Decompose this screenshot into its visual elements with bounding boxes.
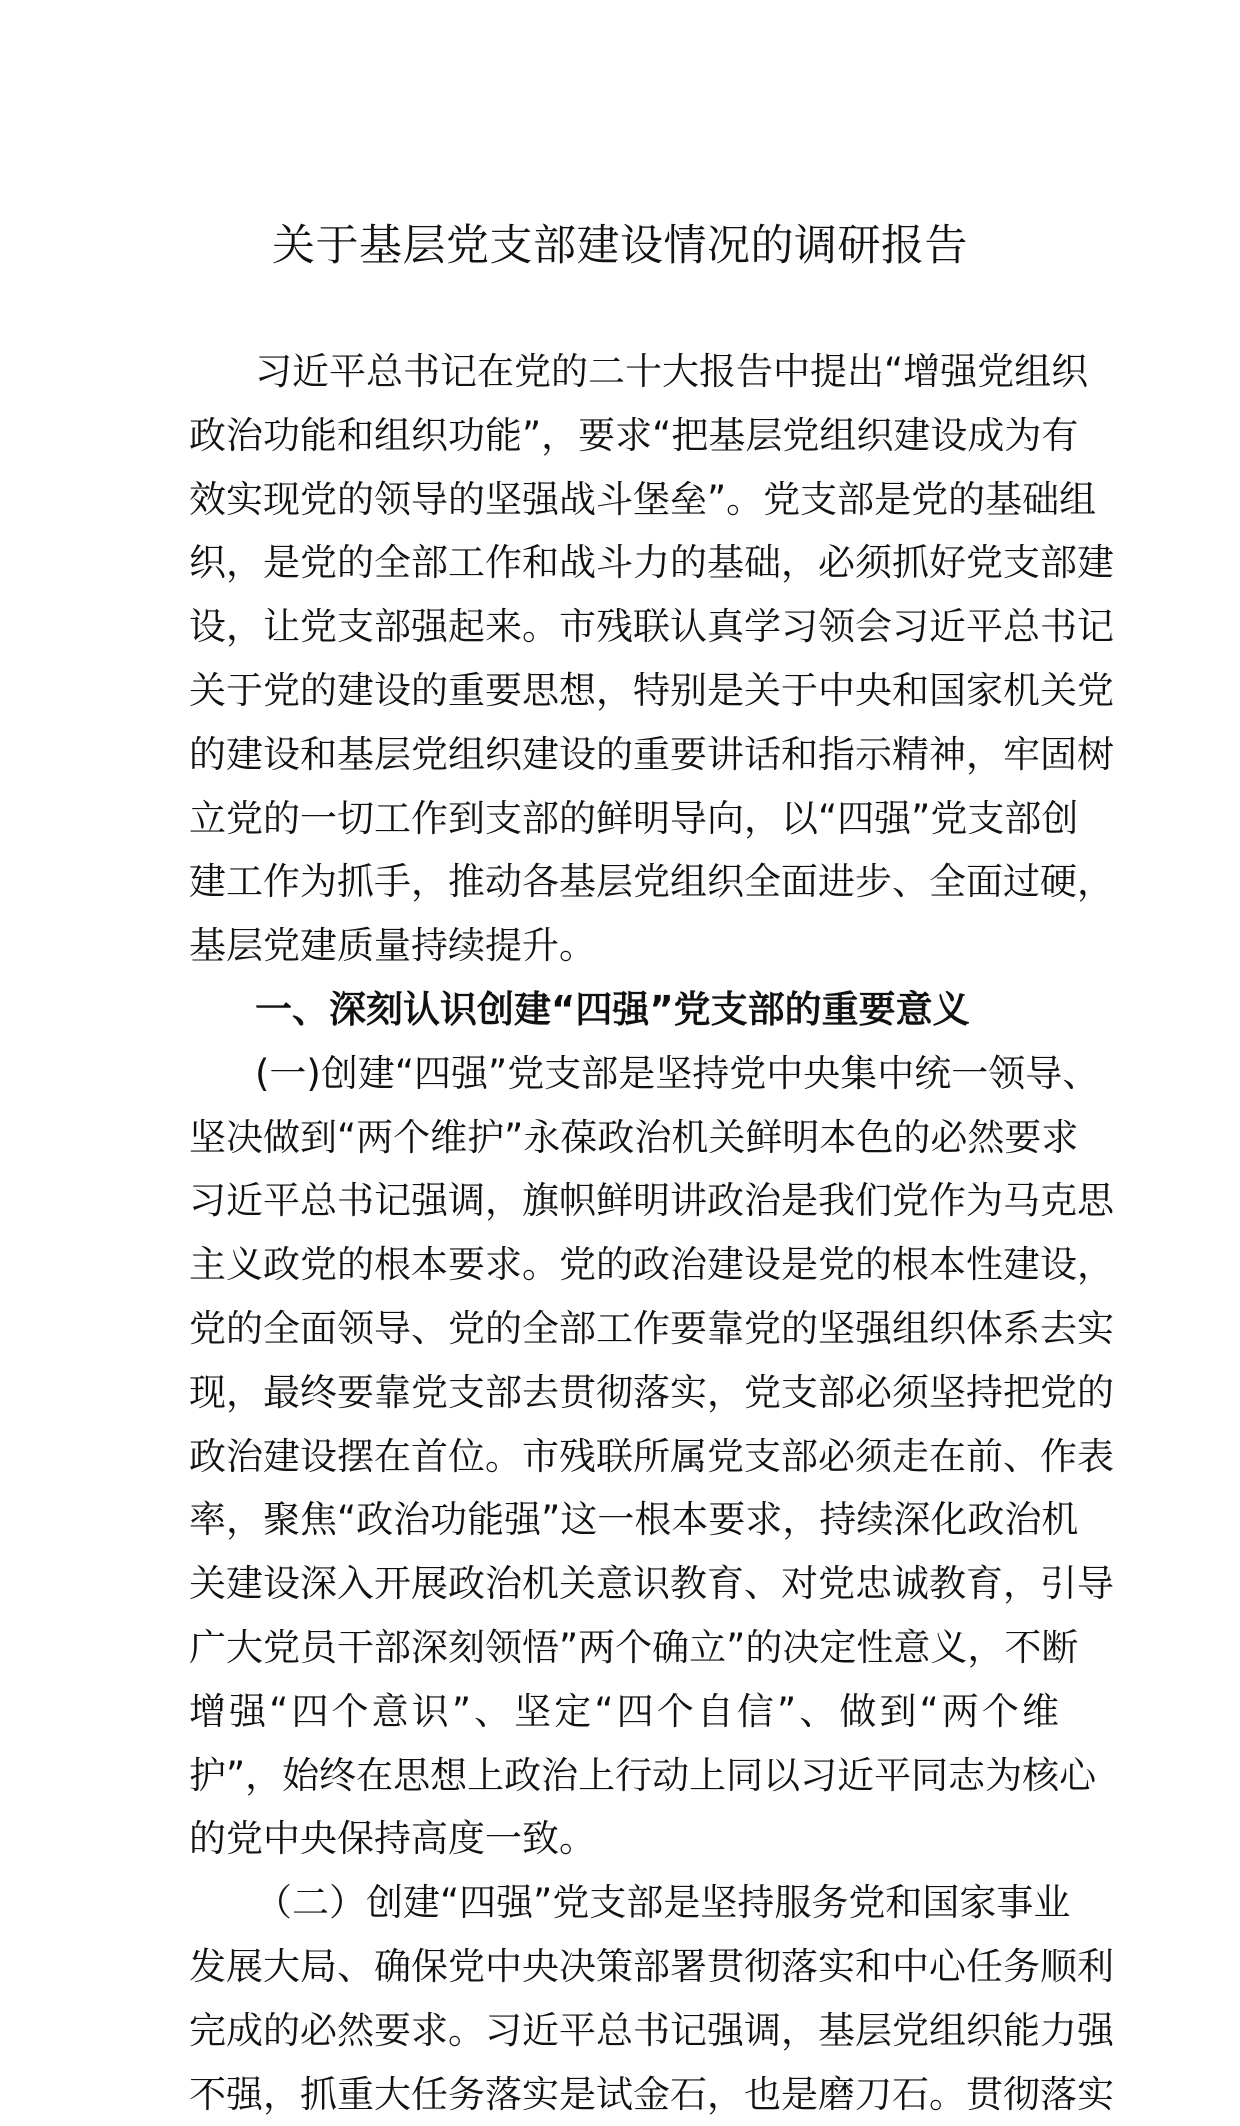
paragraph-line: 发展大局、确保党中央决策部署贯彻落实和中心任务顺利 — [189, 1944, 1114, 1988]
paragraph-line: 增强“四个意识”、坚定“四个自信”、做到“两个维 — [189, 1689, 1059, 1733]
paragraph-line: 设，让党支部强起来。市残联认真学习领会习近平总书记 — [189, 605, 1114, 649]
paragraph-line: 建工作为抓手，推动各基层党组织全面进步、全面过硬， — [189, 860, 1114, 904]
paragraph-line: 关建设深入开展政治机关意识教育、对党忠诚教育，引导 — [189, 1562, 1114, 1606]
paragraph-line: 立党的一切工作到支部的鲜明导向，以“四强”党支部创 — [189, 796, 1079, 840]
paragraph-line: 政治建设摆在首位。市残联所属党支部必须走在前、作表 — [189, 1434, 1114, 1478]
subsection-heading-line: 坚决做到“两个维护”永葆政治机关鲜明本色的必然要求 — [189, 1115, 1079, 1159]
subsection-heading-line: (一)创建“四强”党支部是坚持党中央集中统一领导、 — [255, 1051, 1100, 1095]
paragraph-line: 现，最终要靠党支部去贯彻落实，党支部必须坚持把党的 — [189, 1370, 1114, 1414]
section-heading: 一、深刻认识创建“四强”党支部的重要意义 — [255, 987, 970, 1031]
paragraph-line: 党的全面领导、党的全部工作要靠党的坚强组织体系去实 — [189, 1306, 1114, 1350]
paragraph-line: 效实现党的领导的坚强战斗堡垒”。党支部是党的基础组 — [189, 477, 1097, 521]
paragraph-line: 习近平总书记在党的二十大报告中提出“增强党组织 — [255, 350, 1089, 393]
subsection-heading-line: （二）创建“四强”党支部是坚持服务党和国家事业 — [255, 1881, 1071, 1925]
paragraph-line: 主义政党的根本要求。党的政治建设是党的根本性建设， — [189, 1243, 1114, 1287]
paragraph-line: 基层党建质量持续提升。 — [189, 924, 596, 968]
paragraph-line: 广大党员干部深刻领悟”两个确立”的决定性意义，不断 — [189, 1625, 1079, 1669]
paragraph-line: 关于党的建设的重要思想，特别是关于中央和国家机关党 — [189, 668, 1114, 712]
paragraph-line: 护”，始终在思想上政治上行动上同以习近平同志为核心 — [189, 1753, 1097, 1797]
paragraph-line: 率，聚焦“政治功能强”这一根本要求，持续深化政治机 — [189, 1498, 1079, 1542]
paragraph-line: 政治功能和组织功能”，要求“把基层党组织建设成为有 — [189, 413, 1079, 457]
paragraph-line: 不强，抓重大任务落实是试金石，也是磨刀石。贯彻落实 — [189, 2072, 1114, 2116]
paragraph-line: 完成的必然要求。习近平总书记强调，基层党组织能力强 — [189, 2008, 1114, 2052]
document-title: 关于基层党支部建设情况的调研报告 — [272, 221, 968, 271]
paragraph-line: 习近平总书记强调，旗帜鲜明讲政治是我们党作为马克思 — [189, 1179, 1114, 1223]
paragraph-line: 的建设和基层党组织建设的重要讲话和指示精神，牢固树 — [189, 732, 1114, 776]
document-body — [189, 340, 1114, 2126]
paragraph-line: 织，是党的全部工作和战斗力的基础，必须抓好党支部建 — [189, 541, 1114, 585]
paragraph-line: 的党中央保持高度一致。 — [189, 1817, 596, 1861]
